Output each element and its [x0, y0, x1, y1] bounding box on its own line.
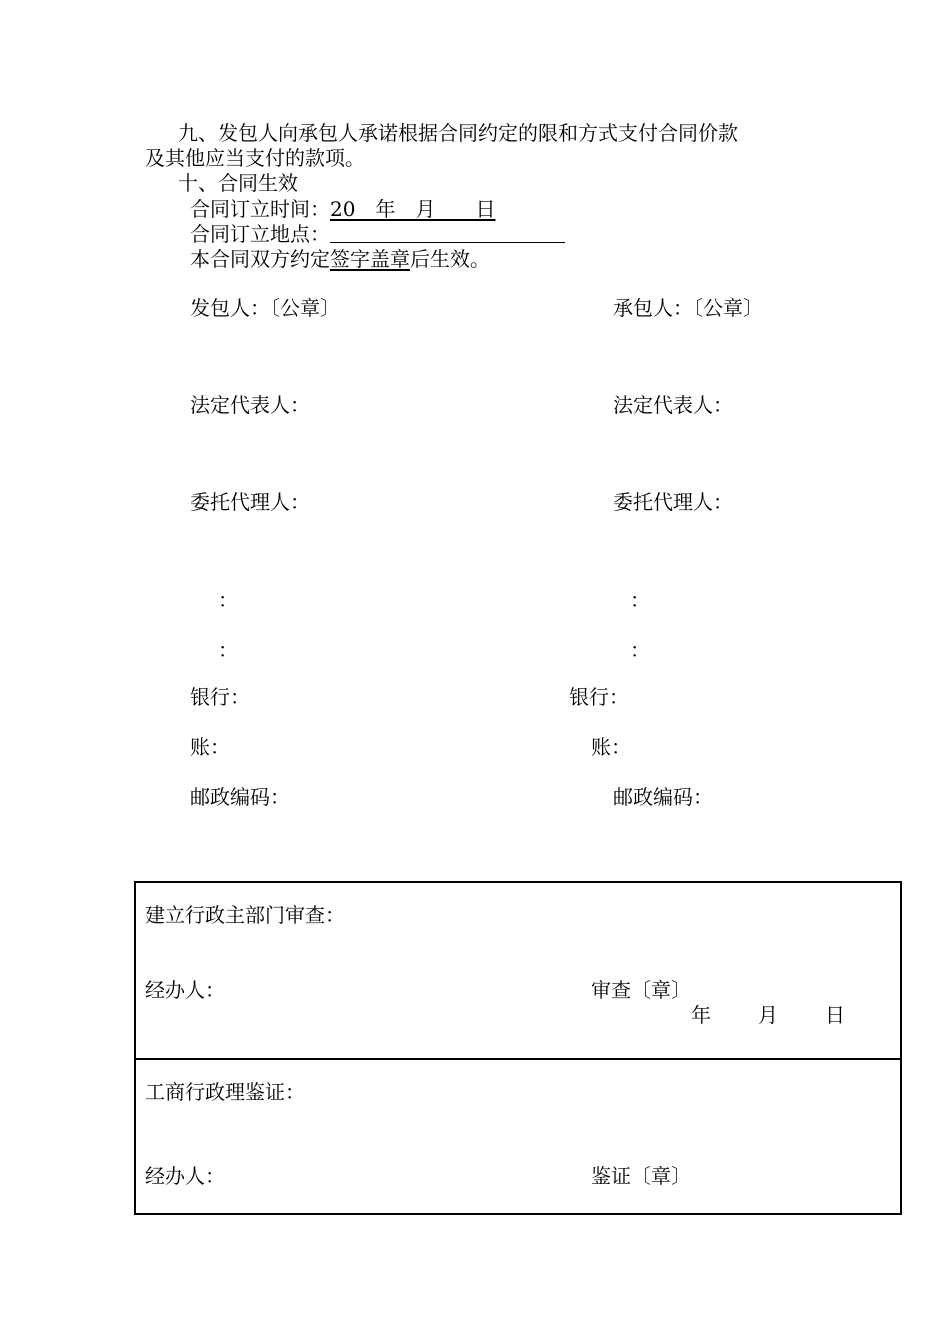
effect-row — [190, 247, 490, 271]
employer-label: 发包人：〔公章〕 — [190, 296, 340, 320]
admin-review-stamp: 审查〔章〕 — [591, 978, 691, 1002]
date-year: 年 — [691, 1003, 711, 1027]
sign-time-value: 20 年 月 日 — [330, 197, 496, 221]
legal-rep-right: 法定代表人： — [613, 393, 733, 417]
sign-place-blank — [330, 222, 565, 243]
agent-left: 委托代理人： — [190, 490, 310, 514]
commerce-verify-title: 工商行政理鉴证： — [145, 1080, 305, 1104]
sign-time-row — [190, 197, 495, 221]
postcode-left: 邮政编码： — [190, 785, 290, 809]
colon-row1-right: ： — [630, 588, 650, 612]
admin-review-handler: 经办人： — [145, 978, 225, 1002]
colon-row2-right: ： — [630, 638, 650, 662]
effect-underlined: 签字盖章 — [330, 247, 410, 271]
colon-row1-left: ： — [218, 588, 238, 612]
clause-nine-line1: 九、发包人向承包人承诺根据合同约定的限和方式支付合同价款 — [178, 121, 738, 145]
commerce-verify-stamp: 鉴证〔章〕 — [591, 1164, 691, 1188]
sign-place-row — [190, 222, 565, 246]
agent-right: 委托代理人： — [613, 490, 733, 514]
bank-left: 银行： — [190, 685, 250, 709]
account-left: 账： — [190, 735, 230, 759]
clause-nine-line2: 及其他应当支付的款项。 — [145, 146, 365, 170]
legal-rep-left: 法定代表人： — [190, 393, 310, 417]
account-right: 账： — [591, 735, 631, 759]
effect-prefix: 本合同双方约定 — [190, 247, 330, 271]
sign-time-label: 合同订立时间： — [190, 197, 330, 221]
date-day: 日 — [825, 1003, 845, 1027]
postcode-right: 邮政编码： — [613, 785, 713, 809]
clause-ten-title: 十、合同生效 — [178, 171, 298, 195]
contractor-label: 承包人：〔公章〕 — [613, 296, 763, 320]
bank-right: 银行： — [569, 685, 629, 709]
effect-suffix: 后生效。 — [410, 247, 490, 271]
commerce-verify-handler: 经办人： — [145, 1164, 225, 1188]
sign-place-label: 合同订立地点： — [190, 222, 330, 246]
colon-row2-left: ： — [218, 638, 238, 662]
review-box — [134, 881, 902, 1215]
admin-review-title: 建立行政主部门审查： — [145, 903, 345, 927]
review-box-divider — [134, 1058, 902, 1060]
date-month: 月 — [758, 1003, 778, 1027]
